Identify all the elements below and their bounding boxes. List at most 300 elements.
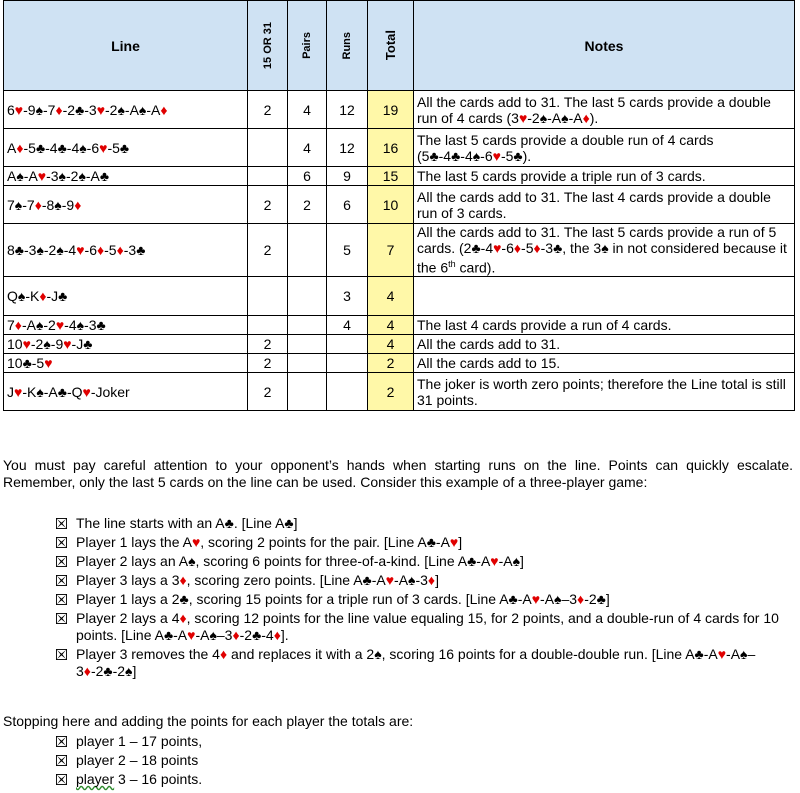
runs-cell [327,335,368,354]
text-segment: ♠ [740,646,748,662]
table-row [4,277,795,316]
table-row [4,129,795,167]
list-item [56,646,792,680]
red-suit-glyph: ♥ [14,101,24,118]
text-segment: -A [476,553,491,569]
text-segment: ]. [280,627,289,643]
red-suit-glyph: ♦ [34,196,42,213]
fifteen-31-cell [248,129,288,167]
text-segment: ♠ [54,196,62,213]
text-segment: ♠ [138,101,147,118]
pairs-cell [288,335,327,354]
text-segment: The last 4 cards provide a run of 4 cards. [417,317,672,333]
text-segment: ♠ [56,242,64,258]
text-segment: -6 [84,242,97,258]
text-segment: ♣ [57,139,67,156]
runs-cell [327,354,368,373]
text-segment: ] [605,591,610,607]
red-suit-glyph: ♥ [82,383,91,400]
fifteen-31-cell [248,316,288,335]
text-segment: -A [517,591,532,607]
runs-cell: 4 [327,316,368,335]
text-segment: ♣ [35,139,46,156]
text-segment: ♠ [76,317,85,333]
red-suit-glyph: ♦ [179,610,187,626]
list-item [56,572,792,589]
notes-cell [414,129,795,167]
pairs-cell [288,354,327,373]
text-segment: ♠ [79,139,87,156]
text-segment: , scoring zero points. [Line A [186,572,363,588]
text-segment: 10 [7,355,23,371]
red-suit-glyph: ♥ [518,109,528,126]
red-suit-glyph: ♥ [492,147,501,164]
notes-cell [414,186,795,224]
list-item [56,591,792,608]
text-segment: –3 [561,591,578,607]
text-segment: ). [522,147,532,164]
example-list [56,515,792,682]
red-suit-glyph: ♦ [14,317,22,333]
text-segment: 6 [7,101,15,118]
red-suit-glyph: ♦ [582,109,590,126]
text-segment: -A [21,317,36,333]
list-item [56,610,792,644]
text-segment: ♠ [78,168,86,184]
intro-paragraph: You must pay careful attention to your opponent’s hands when starting runs on the line. Points can quickly escalate. Remember, only the last 5 cards on the line can be used. Consider this example of a three-player game: [3,457,793,490]
text-segment: –3 [216,627,233,643]
pairs-cell: 2 [288,186,327,224]
text-segment: Player 1 lays a 2 [76,591,180,607]
text-segment: ] [293,515,298,531]
line-cell [4,129,248,167]
pairs-cell: 4 [288,129,327,167]
superscript-text: th [448,259,456,270]
text-segment: Player 3 removes the 4 [76,646,220,662]
header-15-or-31: 15 OR 31 [248,1,288,91]
text-segment: -6 [480,147,493,164]
list-item [56,534,792,551]
line-cell [4,224,248,277]
text-segment: ♣ [58,288,68,304]
text-segment: ♠ [36,383,44,400]
total-cell: 2 [368,354,414,373]
text-segment: -2 [62,101,76,118]
text-segment: Player 2 lays a 4 [76,610,180,626]
text-segment: –3 [76,646,756,679]
red-suit-glyph: ♥ [191,534,201,550]
text-segment: -5 [23,139,36,156]
red-suit-glyph: ♥ [37,168,47,184]
text-segment: ♠ [408,572,416,588]
text-segment: -5 [500,147,514,164]
total-cell: 4 [368,316,414,335]
text-segment: -2 [527,109,540,126]
text-segment: ♣ [96,317,106,333]
red-suit-glyph: ♦ [83,663,91,679]
text-segment: -2 [65,168,79,184]
line-cell [4,354,248,373]
red-suit-glyph: ♦ [232,627,240,643]
text-segment: 8 [7,242,15,258]
text-segment: -A [540,591,555,607]
notes-cell [414,354,795,373]
text-segment: ♣ [99,168,110,184]
red-suit-glyph: ♦ [513,240,522,257]
text-segment: ] [435,572,439,588]
text-segment: , scoring 16 points for a double-double run. [Line A [381,646,695,662]
text-segment: ♠ [209,627,217,643]
text-segment: ♣ [103,663,113,679]
text-segment: -2 [105,101,118,118]
list-item [56,553,792,570]
header-line: Line [4,1,248,91]
text-segment: ♣ [179,591,189,607]
pairs-cell: 6 [288,167,327,186]
text-segment: ♣ [553,240,563,257]
text-segment: All the cards add to 15. [417,355,561,371]
text-segment: ♣ [284,515,294,531]
text-segment: 7 [7,317,15,333]
text-segment: -A [394,572,409,588]
text-segment: , scoring 2 points for the pair. [Line A [200,534,427,550]
total-cell: 7 [368,224,414,277]
pairs-cell: 4 [288,91,327,129]
bullet-icon [56,613,67,624]
fifteen-31-cell: 2 [248,224,288,277]
text-segment: ♣ [471,240,481,257]
text-segment: ] [520,553,524,569]
notes-cell [414,91,795,129]
text-segment: All the cards add to 31. The last 5 cards provide a run of 5 cards. (2 [417,224,777,257]
text-segment: , scoring 6 points for three-of-a-kind. [Line A [195,553,468,569]
total-cell: 15 [368,167,414,186]
text-segment: -4 [438,147,452,164]
red-suit-glyph: ♦ [273,627,281,643]
red-suit-glyph: ♦ [96,242,105,258]
pairs-cell [288,316,327,335]
text-segment: ♠ [125,663,133,679]
pairs-cell [288,277,327,316]
text-segment: -J [46,288,59,304]
text-segment: ♣ [57,383,67,400]
text-segment: -A [568,109,583,126]
table-row [4,91,795,129]
text-segment: -A [498,553,513,569]
text-segment: Player 2 lays an A [76,553,189,569]
text-segment: ♠ [36,242,44,258]
notes-cell [414,316,795,335]
text-segment: -3 [415,572,428,588]
text-segment: -A [85,168,100,184]
text-segment: player 2 – 18 points [76,752,199,768]
list-item [56,771,456,788]
fifteen-31-cell: 2 [248,91,288,129]
notes-cell [414,373,795,411]
text-segment: -2 [112,663,126,679]
text-segment: , the 3 [562,240,602,257]
text-segment: ). [589,109,599,126]
text-segment: -3 [84,317,97,333]
text-segment: -2 [43,317,56,333]
total-cell: 2 [368,373,414,411]
text-segment: All the cards add to 31. The last 5 cards provide a double run of 4 cards (3 [417,93,771,126]
text-segment: ♣ [508,591,518,607]
runs-cell: 5 [327,224,368,277]
red-suit-glyph: ♦ [427,572,436,588]
red-suit-glyph: ♥ [187,627,196,643]
bullet-icon [56,649,67,660]
text-segment: -A [195,627,210,643]
text-segment: ♣ [451,147,461,164]
text-segment: -7 [22,196,35,213]
bullet-icon [56,556,67,567]
bullet-icon [56,755,67,766]
line-cell [4,186,248,224]
list-item [56,752,456,769]
runs-cell: 3 [327,277,368,316]
text-segment: ♣ [14,242,24,258]
text-segment: ♠ [35,101,43,118]
text-segment: -A [371,572,386,588]
red-suit-glyph: ♥ [96,101,106,118]
table-row [4,167,795,186]
text-segment: ♠ [374,646,382,662]
line-cell [4,316,248,335]
text-segment: -2 [30,336,44,352]
fifteen-31-cell: 2 [248,373,288,411]
pairs-cell [288,373,327,411]
text-segment: -6 [501,240,514,257]
text-segment: , scoring 15 points for a triple run of 3 cards. [Line A [188,591,509,607]
table-row [4,224,795,277]
red-suit-glyph: ♦ [55,101,63,118]
total-cell: 16 [368,129,414,167]
text-segment: ♠ [35,317,44,333]
line-cell [4,91,248,129]
bullet-icon [56,537,67,548]
total-cell: 10 [368,186,414,224]
text-segment: -4 [63,242,77,258]
red-suit-glyph: ♥ [531,591,541,607]
text-segment: -K [22,383,37,400]
red-suit-glyph: ♥ [449,534,459,550]
bullet-icon [56,774,67,785]
text-segment: in not considered because it the 6 [417,240,787,276]
text-segment: ♠ [58,168,66,184]
text-segment: -3 [123,242,137,258]
text-segment: -7 [43,101,56,118]
header-notes: Notes [414,1,795,91]
text-segment: -A [23,168,38,184]
fifteen-31-cell: 2 [248,186,288,224]
text-segment: -A [703,646,718,662]
text-segment: -4 [261,627,274,643]
red-suit-glyph: ♥ [22,336,31,352]
text-segment: -A [547,109,562,126]
header-runs: Runs [327,1,368,91]
text-segment: ♣ [362,572,372,588]
line-cell [4,335,248,354]
totals-list [56,733,456,790]
list-item [56,515,792,532]
text-segment: ♣ [136,242,146,258]
red-suit-glyph: ♦ [533,240,541,257]
text-segment: -3 [84,101,97,118]
red-suit-glyph: ♥ [493,240,502,257]
bullet-icon [56,575,67,586]
notes-cell [414,224,795,277]
red-suit-glyph: ♦ [160,101,168,118]
text-segment: All the cards add to 31. [417,336,561,352]
text-segment: ♠ [17,288,26,304]
notes-cell [414,335,795,354]
table-row [4,354,795,373]
text-segment: -9 [23,101,36,118]
text-segment: ] [132,663,137,679]
text-segment: ♣ [163,627,174,643]
text-segment: -9 [61,196,75,213]
text-segment: -8 [41,196,55,213]
text-segment: 10 [7,336,23,352]
text-segment: ♠ [554,591,562,607]
line-cell [4,373,248,411]
text-segment: -9 [50,336,64,352]
text-segment: ♠ [601,240,609,257]
total-cell: 4 [368,277,414,316]
text-segment: ] [458,534,463,550]
text-segment: J [7,383,14,400]
text-segment: ♠ [117,101,125,118]
total-cell: 4 [368,335,414,354]
pairs-cell [288,224,327,277]
text-segment: -2 [90,663,104,679]
text-segment: The last 5 cards provide a double run of 4 cards (5 [417,131,714,164]
text-segment: -5 [521,240,534,257]
red-suit-glyph: ♥ [99,139,108,156]
fifteen-31-cell [248,167,288,186]
total-cell: 19 [368,91,414,129]
totals-paragraph: Stopping here and adding the points for each player the totals are: [3,713,414,729]
header-pairs: Pairs [288,1,327,91]
red-suit-glyph: ♦ [74,196,82,213]
text-segment: -6 [86,139,100,156]
text-segment: -Q [66,383,83,400]
text-segment: ♠ [561,109,569,126]
text-segment: ♠ [16,168,24,184]
red-suit-glyph: ♥ [63,336,72,352]
red-suit-glyph: ♥ [76,242,85,258]
text-segment: -5 [31,355,45,371]
red-suit-glyph: ♥ [490,553,499,569]
text-segment: -K [25,288,40,304]
table-header-row [4,1,795,91]
text-segment: -3 [46,168,59,184]
red-suit-glyph: ♥ [14,383,23,400]
list-item [56,733,456,750]
text-segment: ♣ [694,646,704,662]
notes-cell [414,277,795,316]
text-segment: 3 – 16 points. [114,771,203,787]
table-row [4,316,795,335]
text-segment: The line starts with an A [76,515,225,531]
text-segment: ♠ [512,553,521,569]
text-segment: , scoring 12 points for the line value equaling 15, for 2 points, and a double-run of 4 cards for 10 points. [Line A [76,610,779,643]
fifteen-31-cell [248,277,288,316]
text-segment: -4 [64,317,77,333]
text-segment: -2 [43,242,57,258]
text-segment: ♣ [513,147,523,164]
red-suit-glyph: ♦ [16,139,24,156]
bullet-icon [56,736,67,747]
red-suit-glyph: ♥ [44,355,53,371]
red-suit-glyph: ♥ [55,317,65,333]
text-segment: Q [7,288,18,304]
text-segment: -5 [104,242,117,258]
table-row [4,335,795,354]
text-segment: -4 [480,240,494,257]
text-segment: . [Line A [233,515,285,531]
text-segment: player 1 – 17 points, [76,733,203,749]
text-segment: -A [726,646,741,662]
red-suit-glyph: ♥ [385,572,395,588]
text-segment: -Joker [90,383,130,400]
text-segment: -2 [239,627,253,643]
text-segment: ♣ [119,139,130,156]
red-suit-glyph: ♦ [219,646,228,662]
text-segment: -4 [45,139,58,156]
line-cell [4,277,248,316]
text-segment: A [7,168,17,184]
text-segment: A [7,139,17,156]
text-segment: ♣ [252,627,262,643]
scoring-table [3,0,795,411]
text-segment: -5 [107,139,120,156]
text-segment: -3 [540,240,554,257]
red-suit-glyph: ♦ [116,242,124,258]
text-segment: -A [435,534,450,550]
bullet-icon [56,518,67,529]
text-segment: and replaces it with a 2 [227,646,375,662]
text-segment: ♠ [539,109,548,126]
runs-cell [327,373,368,411]
text-segment: Player 3 lays a 3 [76,572,180,588]
text-segment: All the cards add to 31. The last 4 cards provide a double run of 3 cards. [417,188,771,221]
text-segment: -A [43,383,58,400]
line-cell [4,167,248,186]
text-segment: ♠ [472,147,481,164]
fifteen-31-cell: 2 [248,354,288,373]
text-segment: -A [124,101,139,118]
red-suit-glyph: ♦ [179,572,187,588]
text-segment: 7 [7,196,15,213]
bullet-icon [56,594,67,605]
table-row [4,186,795,224]
text-segment: -A [146,101,161,118]
text-segment: ♠ [188,553,196,569]
red-suit-glyph: ♦ [39,288,47,304]
runs-cell: 12 [327,91,368,129]
text-segment: ♣ [467,553,477,569]
text-segment: ♣ [426,534,436,550]
text-segment: -4 [66,139,80,156]
table-row [4,373,795,411]
text-segment: Player 1 lays the A [76,534,192,550]
fifteen-31-cell: 2 [248,335,288,354]
text-segment: The joker is worth zero points; therefore the Line total is still 31 points. [417,375,786,408]
text-segment: ♣ [224,515,234,531]
header-total: Total [368,1,414,91]
